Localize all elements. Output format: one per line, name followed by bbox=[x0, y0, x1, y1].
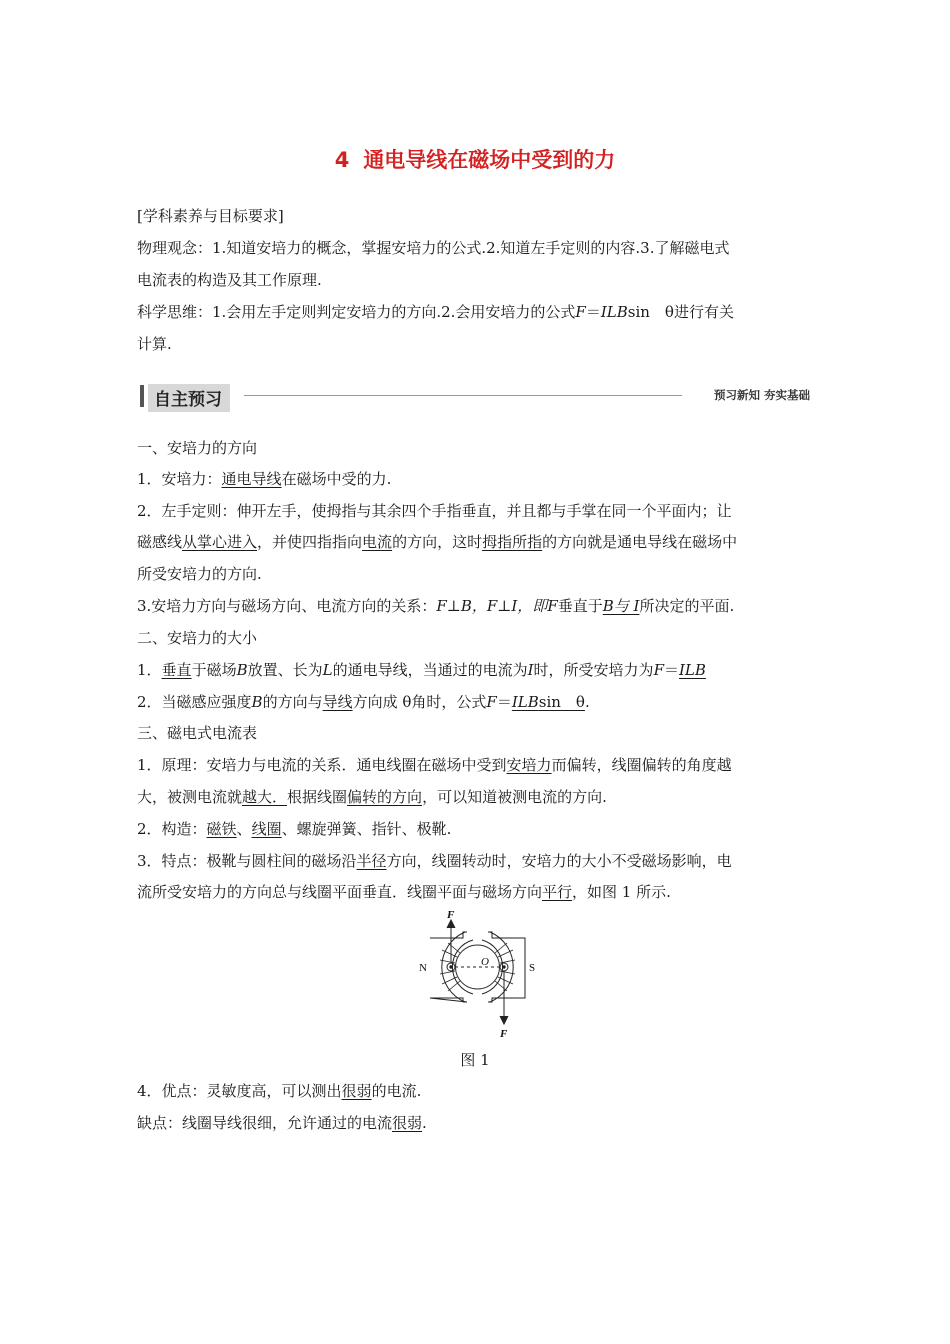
goals-heading: [学科素养与目标要求] bbox=[137, 207, 284, 225]
goals-line-4: 计算. bbox=[137, 335, 172, 353]
s3-item-4-drawback: 缺点：线圈导线很细，允许通过的电流很弱. bbox=[137, 1114, 427, 1132]
goals-line-3: 科学思维：1.会用左手定则判定安培力的方向.2.会用安培力的公式F＝ILBsin θ进行有关 bbox=[137, 303, 734, 321]
fig-label-n: N bbox=[419, 962, 427, 974]
s3-item-1-line-2: 大，被测电流就越大．根据线圈偏转的方向，可以知道被测电流的方向. bbox=[137, 788, 607, 806]
s3-item-1-line-1: 1．原理：安培力与电流的关系．通电线圈在磁场中受到安培力而偏转，线圈偏转的角度越 bbox=[137, 756, 732, 774]
section-banner bbox=[140, 383, 814, 409]
s2-heading: 二、安培力的大小 bbox=[137, 629, 258, 647]
section-number: 4 bbox=[334, 148, 350, 172]
s2-item-2: 2．当磁感应强度B的方向与导线方向成 θ角时，公式F＝ILBsin θ. bbox=[137, 693, 590, 711]
banner-subtitle: 预习新知 夯实基础 bbox=[713, 388, 810, 402]
s1-item-1: 1．安培力：通电导线在磁场中受的力. bbox=[137, 470, 392, 488]
fig-label-f-bottom: F bbox=[500, 1028, 508, 1040]
s2-item-1: 1．垂直于磁场B放置、长为L的通电导线，当通过的电流为I时，所受安培力为F＝ILB bbox=[137, 661, 706, 679]
fig-label-f-top: F bbox=[447, 910, 455, 921]
goals-line-1: 物理观念：1.知道安培力的概念，掌握安培力的公式.2.知道左手定则的内容.3.了解磁电式 bbox=[137, 239, 730, 257]
fig-label-o: O bbox=[481, 956, 489, 968]
s3-item-4: 4．优点：灵敏度高，可以测出很弱的电流. bbox=[137, 1082, 422, 1100]
goals-line-2: 电流表的构造及其工作原理. bbox=[137, 271, 322, 289]
title-text: 通电导线在磁场中受到的力 bbox=[363, 148, 616, 172]
s3-item-2: 2．构造：磁铁、线圈、螺旋弹簧、指针、极靴. bbox=[137, 820, 452, 838]
figure-caption: 图 1 bbox=[460, 1051, 490, 1069]
s3-heading: 三、磁电式电流表 bbox=[137, 724, 258, 742]
s3-item-3-line-2: 流所受安培力的方向总与线圈平面垂直．线圈平面与磁场方向平行，如图 1 所示. bbox=[137, 883, 671, 901]
s1-item-2-line-1: 2．左手定则：伸开左手，使拇指与其余四个手指垂直，并且都与手掌在同一个平面内；让 bbox=[137, 502, 732, 520]
galvanometer-figure bbox=[415, 910, 540, 1040]
banner-rule bbox=[244, 395, 682, 396]
banner-label: 自主预习 bbox=[148, 384, 230, 412]
s1-item-2-line-3: 所受安培力的方向. bbox=[137, 565, 262, 583]
page-title bbox=[0, 144, 950, 174]
s1-item-2-line-2: 磁感线从掌心进入，并使四指指向电流的方向，这时拇指所指的方向就是通电导线在磁场中 bbox=[137, 533, 738, 551]
s3-item-3-line-1: 3．特点：极靴与圆柱间的磁场沿半径方向，线圈转动时，安培力的大小不受磁场影响，电 bbox=[137, 852, 732, 870]
s1-item-3: 3.安培力方向与磁场方向、电流方向的关系：F⊥B，F⊥I，即F垂直于B与 I所决定的平面. bbox=[137, 597, 735, 615]
banner-bar bbox=[140, 385, 144, 407]
s1-heading: 一、安培力的方向 bbox=[137, 439, 258, 457]
fig-label-s: S bbox=[529, 962, 536, 974]
